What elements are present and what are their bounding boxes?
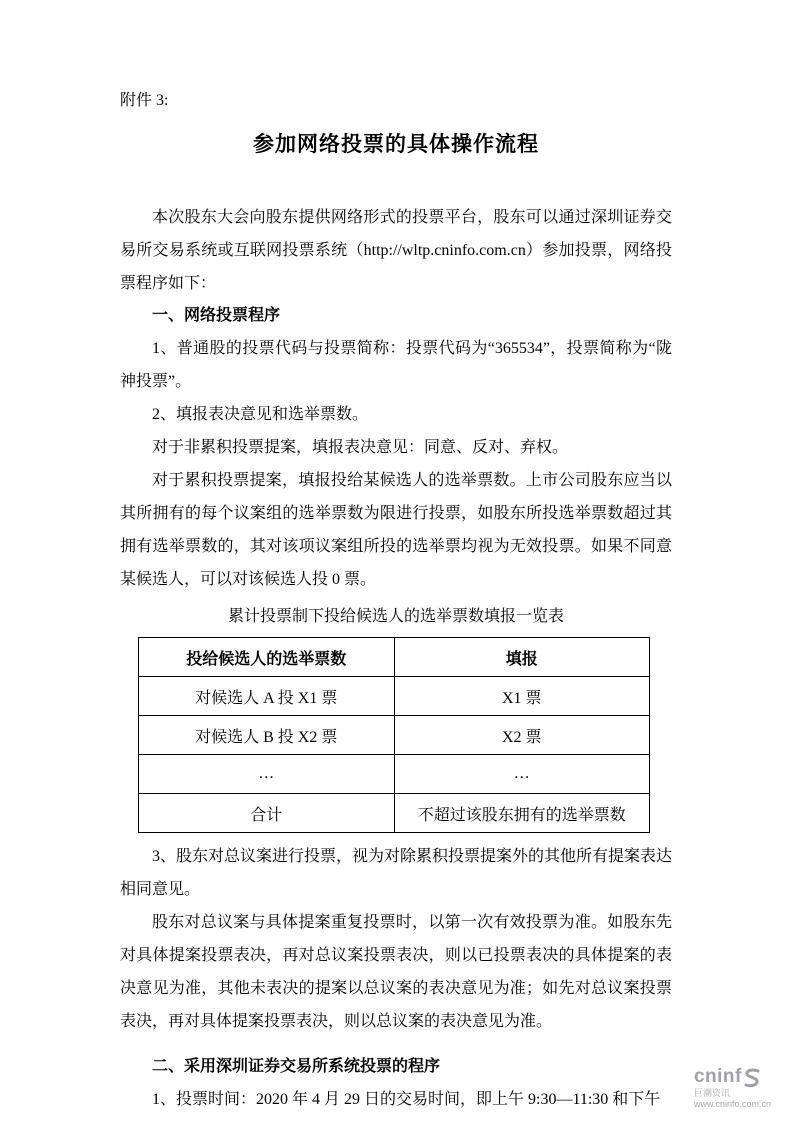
table-row <box>139 716 650 755</box>
section-heading-online-voting-procedure: 一、网络投票程序 <box>152 307 281 325</box>
section-heading-szse-system-procedure: 二、采用深圳证券交易所系统投票的程序 <box>152 1057 441 1075</box>
paragraph-voting-time: 1、投票时间：2020 年 4 月 29 日的交易时间，即上午 9:30—11:30 和下午 <box>152 1090 661 1108</box>
table-cell: X1 票 <box>394 677 650 716</box>
paragraph-cumulative: 对于累积投票提案，填报投给某候选人的选举票数。上市公司股东应当以其所拥有的每个议案组的选举票数为限进行投票，如股东所投选举票数超过其拥有选举票数的，其对该项议案组所投的选举票均视为无效投票。如果不同意某候选人，可以对该候选人投 0 票。 <box>120 472 672 589</box>
cninfo-footer-logo <box>694 1067 771 1110</box>
table-row <box>139 677 650 716</box>
logo-url: www.cninfo.com.cn <box>693 1099 771 1110</box>
table-header-votes: 投给候选人的选举票数 <box>139 638 395 677</box>
logo-row <box>694 1067 771 1088</box>
table-cell: … <box>139 755 395 794</box>
table-row <box>139 755 650 794</box>
table-row <box>139 794 650 833</box>
cninfo-s-icon <box>743 1068 761 1088</box>
table-cell: … <box>394 755 650 794</box>
paragraph-voting-code: 1、普通股的投票代码与投票简称：投票代码为“365534”，投票简称为“陇神投票”。 <box>120 340 672 391</box>
document-title: 参加网络投票的具体操作流程 <box>253 132 539 156</box>
table-header-row <box>139 638 650 677</box>
cumulative-votes-table <box>138 637 650 833</box>
paragraph-duplicate-voting: 股东对总议案与具体提案重复投票时，以第一次有效投票为准。如股东先对具体提案投票表决，再对总议案投票表决，则以已投票表决的具体提案的表决意见为准，其他未表决的提案以总议案的表决意见为准；如先对总议案投票表决，再对具体提案投票表决，则以总议案的表决意见为准。 <box>120 913 672 1030</box>
table-header-fill: 填报 <box>394 638 650 677</box>
intro-paragraph: 本次股东大会向股东提供网络形式的投票平台，股东可以通过深圳证券交易所交易系统或互联网投票系统（http://wltp.cninfo.com.cn）参加投票，网络投票程序如下： <box>120 208 672 292</box>
paragraph-fill-opinions: 2、填报表决意见和选举票数。 <box>152 406 369 424</box>
paragraph-non-cumulative: 对于非累积投票提案，填报表决意见：同意、反对、弃权。 <box>152 439 569 457</box>
cninfo-logo-text: cninf <box>693 1066 742 1088</box>
table-cell: 对候选人 A 投 X1 票 <box>139 677 395 716</box>
table-caption: 累计投票制下投给候选人的选举票数填报一览表 <box>227 608 564 626</box>
table-cell: 合计 <box>139 794 395 833</box>
table-cell: 不超过该股东拥有的选举票数 <box>394 794 650 833</box>
table-cell: X2 票 <box>394 716 650 755</box>
paragraph-general-proposal: 3、股东对总议案进行投票，视为对除累积投票提案外的其他所有提案表达相同意见。 <box>120 848 673 898</box>
attachment-label: 附件 3: <box>120 92 169 109</box>
table-cell: 对候选人 B 投 X2 票 <box>139 716 395 755</box>
logo-chinese-name: 巨潮资讯 <box>693 1088 730 1099</box>
